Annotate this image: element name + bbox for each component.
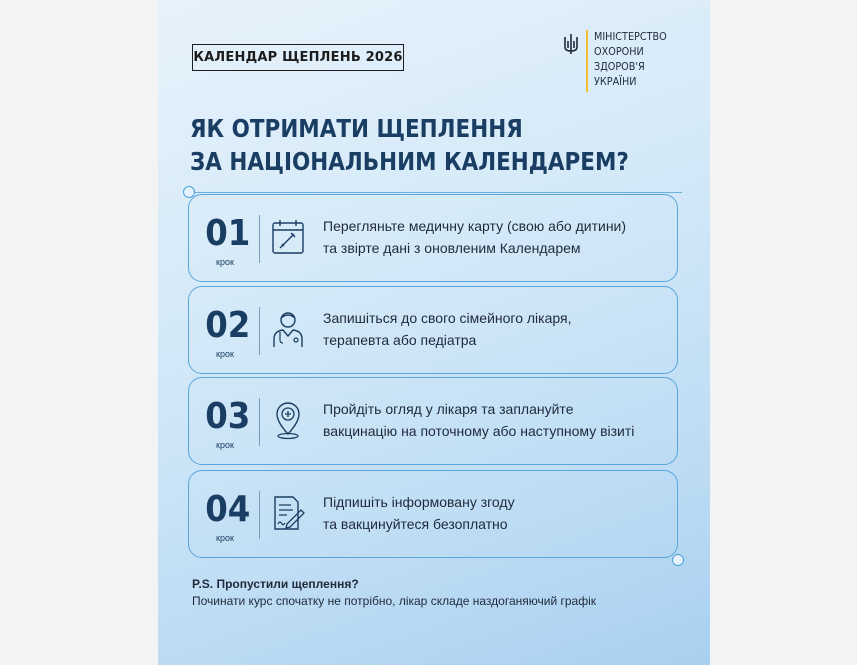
step-text-line-1: Підпишіть інформовану згоду [323,494,515,510]
step-text-line-2: та вакцинуйтеся безоплатно [323,516,508,532]
postscript-title: P.S. Пропустили щеплення? [192,577,359,591]
calendar-badge: КАЛЕНДАР ЩЕПЛЕНЬ 2026 [192,44,404,71]
step-number: 01 [205,213,251,254]
ministry-line-1: МІНІСТЕРСТВО [594,31,667,43]
step-text-line-2: терапевта або педіатра [323,332,477,348]
step-label: крок [216,257,234,267]
step-text [323,491,515,535]
step-text-line-1: Перегляньте медичну карту (свою або дитини) [323,218,627,234]
step-1-card [188,194,678,282]
title-line-2: ЗА НАЦІОНАЛЬНИМ КАЛЕНДАРЕМ? [190,147,629,176]
step-4-card [188,470,678,558]
step-separator [259,398,260,446]
top-divider-line [192,192,682,193]
title-line-1: ЯК ОТРИМАТИ ЩЕПЛЕННЯ [190,114,523,143]
ministry-line-4: УКРАЇНИ [594,76,637,88]
location-plus-icon [271,400,305,440]
document-sign-icon [271,493,305,533]
step-label: крок [216,440,234,450]
step-3-card [188,377,678,465]
step-text-line-2: та звірте дані з оновленим Календарем [323,240,581,256]
step-number: 03 [205,396,251,437]
step-separator [259,215,260,263]
step-separator [259,491,260,539]
step-label: крок [216,349,234,359]
step-text-line-1: Пройдіть огляд у лікаря та заплануйте [323,401,574,417]
postscript [192,576,596,610]
line-dot-end [672,554,684,566]
calendar-syringe-icon [271,217,305,257]
step-text [323,215,626,259]
logo-divider [586,30,588,92]
page-title [190,112,629,178]
ministry-logo [564,30,673,92]
step-text [323,398,634,442]
step-separator [259,307,260,355]
step-label: крок [216,533,234,543]
step-number: 04 [205,489,251,530]
step-2-card [188,286,678,374]
ministry-line-2: ОХОРОНИ [594,46,644,58]
postscript-text: Починати курс спочатку не потрібно, лікар складе наздоганяючий графік [192,594,596,608]
step-text-line-1: Запишіться до свого сімейного лікаря, [323,310,572,326]
ministry-line-3: ЗДОРОВ'Я [594,61,645,73]
infographic-card [158,0,710,665]
step-number: 02 [205,305,251,346]
step-text-line-2: вакцинацію на поточному або наступному візиті [323,423,635,439]
trident-icon [564,33,578,55]
doctor-icon [271,309,305,349]
ministry-name [594,30,667,90]
step-text [323,307,571,351]
